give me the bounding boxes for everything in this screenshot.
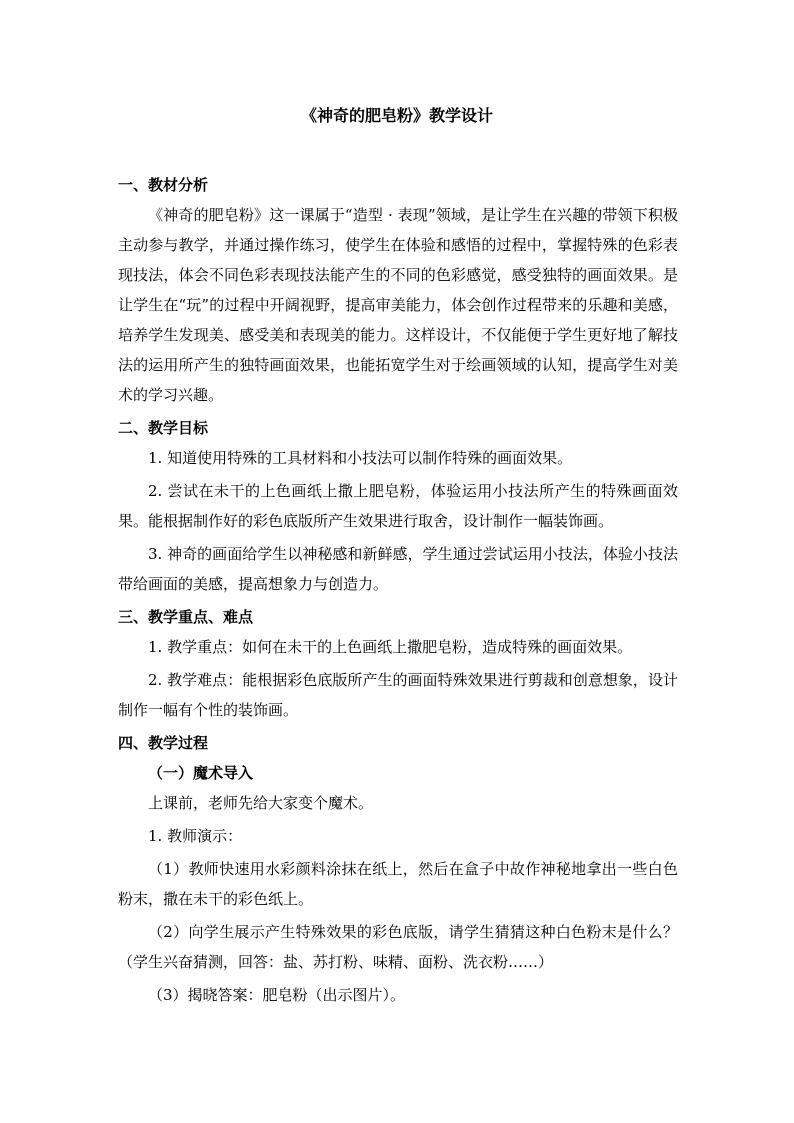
section-heading: 三、教学重点、难点	[118, 608, 254, 626]
section-key-points	[118, 602, 678, 725]
body-paragraph: （1）教师快速用水彩颜料涂抹在纸上，然后在盒子中故作神秘地拿出一些白色粉末，撒在未干的彩色纸上。	[118, 860, 678, 908]
section-teaching-process	[118, 728, 678, 1010]
body-paragraph: 3. 神奇的画面给学生以神秘感和新鲜感，学生通过尝试运用小技法，体验小技法带给画面的美感，提高想象力与创造力。	[118, 545, 678, 593]
body-paragraph: 2. 尝试在未干的上色画纸上撒上肥皂粉，体验运用小技法所产生的特殊画面效果。能根据制作好的彩色底版所产生效果进行取舍，设计制作一幅装饰画。	[118, 482, 678, 530]
document-title: 《神奇的肥皂粉》教学设计	[300, 106, 493, 125]
body-paragraph: 1. 教学重点：如何在未干的上色画纸上撒肥皂粉，造成特殊的画面效果。	[148, 638, 633, 656]
body-paragraph: （2）向学生展示产生特殊效果的彩色底版，请学生猜猜这种白色粉末是什么？（学生兴奋猜测，回答：盐、苏打粉、味精、面粉、洗衣粉……）	[118, 923, 678, 971]
body-paragraph: 上课前，老师先给大家变个魔术。	[148, 794, 374, 812]
body-paragraph: （3）揭晓答案：肥皂粉（出示图片）。	[148, 986, 406, 1004]
section-teaching-goals	[118, 413, 678, 599]
section-heading: 四、教学过程	[118, 734, 209, 752]
subsection-heading: （一）魔术导入	[148, 764, 254, 782]
section-heading: 一、教材分析	[118, 176, 209, 194]
body-paragraph: 1. 教师演示：	[148, 827, 243, 845]
body-paragraph: 1. 知道使用特殊的工具材料和小技法可以制作特殊的画面效果。	[148, 449, 573, 467]
section-heading: 二、教学目标	[118, 419, 209, 437]
section-textbook-analysis	[118, 170, 678, 410]
document-body	[118, 170, 678, 1013]
body-paragraph: 2. 教学难点：能根据彩色底版所产生的画面特殊效果进行剪裁和创意想象，设计制作一幅有个性的装饰画。	[118, 671, 678, 719]
body-paragraph: 《神奇的肥皂粉》这一课属于“造型 · 表现”领域，是让学生在兴趣的带领下积极主动参与教学，并通过操作练习，使学生在体验和感悟的过程中，掌握特殊的色彩表现技法，体会不同色彩表现技法能产生的不同的色彩感觉，感受独特的画面效果。是让学生在“玩”的过程中开阔视野，提高审美能力，体会创作过程带来的乐趣和美感，培养学生发现美、感受美和表现美的能力。这样设计，不仅能便于学生更好地了解技法的运用所产生的独特画面效果，也能拓宽学生对于绘画领域的认知，提高学生对美术的学习兴趣。	[118, 206, 678, 404]
